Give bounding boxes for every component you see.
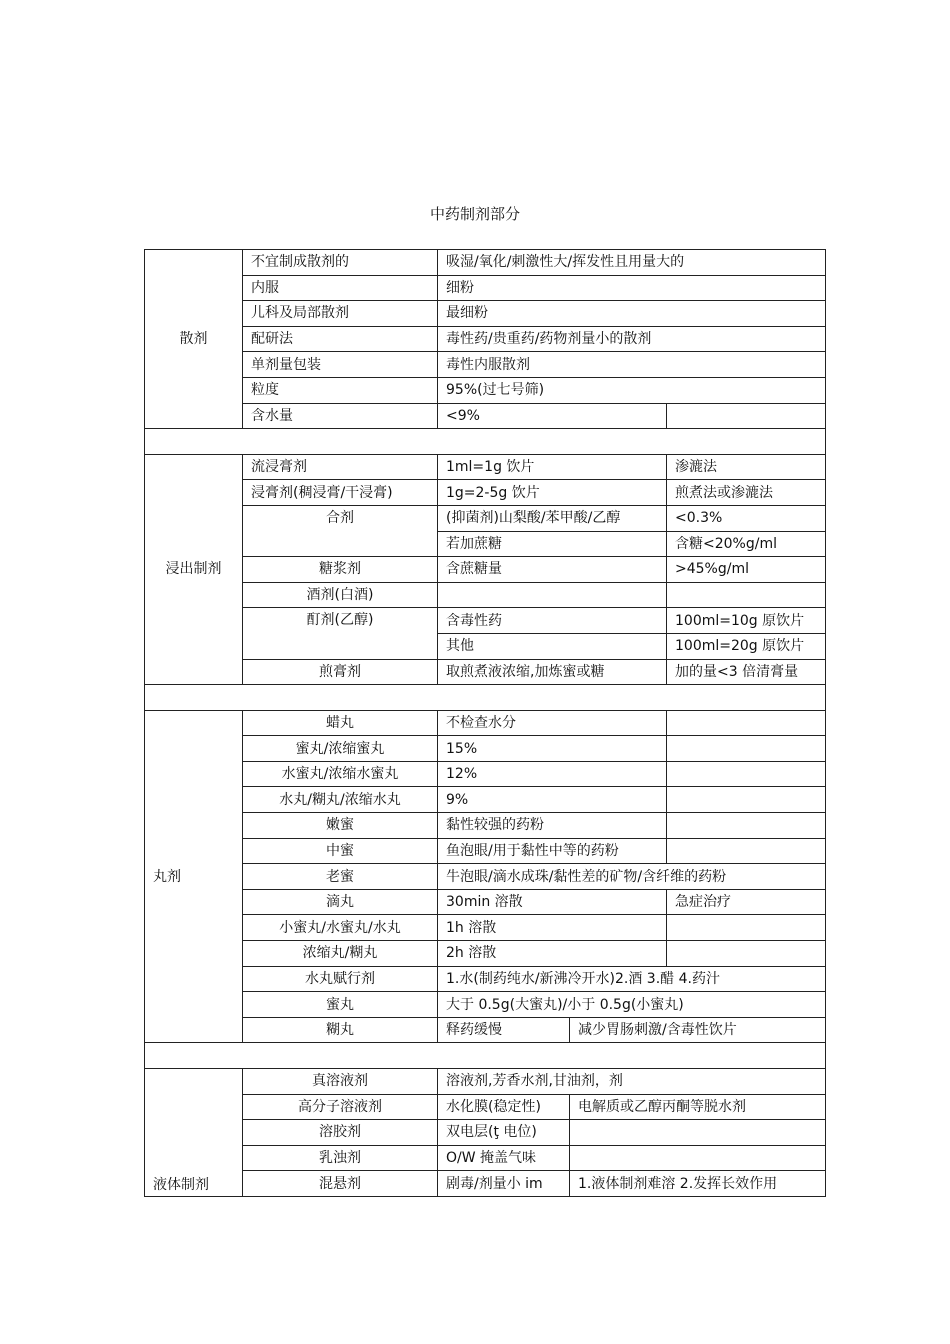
table-row	[145, 889, 826, 915]
table-row	[145, 454, 826, 480]
note-cell	[667, 915, 826, 941]
table-row	[145, 377, 826, 403]
table-row	[145, 966, 826, 992]
value-cell: <9%	[438, 403, 667, 429]
note-cell: 加的量<3 倍清膏量	[667, 659, 826, 685]
table-row	[145, 659, 826, 685]
category-cell: 散剂	[145, 250, 243, 429]
note-cell	[570, 1120, 826, 1146]
value-cell: 吸湿/氧化/刺激性大/挥发性且用量大的	[438, 250, 826, 276]
item-cell: 含水量	[243, 403, 438, 429]
item-cell: 内服	[243, 275, 438, 301]
item-cell: 酒剂(白酒)	[243, 582, 438, 608]
item-cell: 中蜜	[243, 838, 438, 864]
table-row	[145, 1094, 826, 1120]
table-row	[145, 250, 826, 276]
item-cell: 老蜜	[243, 864, 438, 890]
page-title: 中药制剂部分	[429, 205, 520, 223]
item-cell: 粒度	[243, 377, 438, 403]
note-cell: 电解质或乙醇丙酮等脱水剂	[570, 1094, 826, 1120]
note-cell	[570, 1145, 826, 1171]
table-row	[145, 915, 826, 941]
table-row	[145, 787, 826, 813]
item-cell: 合剂	[243, 505, 438, 556]
item-cell: 酊剂(乙醇)	[243, 608, 438, 659]
table-row	[145, 1171, 826, 1197]
item-cell: 蜜丸/浓缩蜜丸	[243, 736, 438, 762]
note-cell: 100ml=20g 原饮片	[667, 633, 826, 659]
note-cell	[667, 403, 826, 429]
note-cell: 煎煮法或渗漉法	[667, 480, 826, 506]
item-cell: 蜡丸	[243, 710, 438, 736]
value-cell: 黏性较强的药粉	[438, 813, 667, 839]
table-row	[145, 480, 826, 506]
spacer-row	[145, 429, 826, 455]
table-row	[145, 1069, 826, 1095]
item-cell: 配研法	[243, 326, 438, 352]
table-row	[145, 864, 826, 890]
item-cell: 流浸膏剂	[243, 454, 438, 480]
table-row	[145, 608, 826, 634]
item-cell: 单剂量包装	[243, 352, 438, 378]
note-cell	[667, 761, 826, 787]
spacer-row	[145, 1043, 826, 1069]
value-cell: 鱼泡眼/用于黏性中等的药粉	[438, 838, 667, 864]
value-cell: 15%	[438, 736, 667, 762]
note-cell	[667, 736, 826, 762]
table-row	[145, 1120, 826, 1146]
value-cell: 取煎煮液浓缩,加炼蜜或糖	[438, 659, 667, 685]
note-cell	[667, 710, 826, 736]
value-cell: 9%	[438, 787, 667, 813]
item-cell: 煎膏剂	[243, 659, 438, 685]
value-cell: 剧毒/剂量小 im	[438, 1171, 570, 1197]
value-cell: 含蔗糖量	[438, 557, 667, 583]
table-row	[145, 941, 826, 967]
value-cell: 溶液剂,芳香水剂,甘油剂，剂	[438, 1069, 826, 1095]
value-cell: 95%(过七号筛)	[438, 377, 826, 403]
item-cell: 水丸/糊丸/浓缩水丸	[243, 787, 438, 813]
table-row	[145, 505, 826, 531]
note-cell	[667, 838, 826, 864]
value-cell: 30min 溶散	[438, 889, 667, 915]
item-cell: 滴丸	[243, 889, 438, 915]
note-cell: 急症治疗	[667, 889, 826, 915]
value-cell: 毒性药/贵重药/药物剂量小的散剂	[438, 326, 826, 352]
item-cell: 糊丸	[243, 1017, 438, 1043]
spacer-cell	[145, 429, 826, 455]
value-cell: 1h 溶散	[438, 915, 667, 941]
value-cell: 不检查水分	[438, 710, 667, 736]
item-cell: 蜜丸	[243, 992, 438, 1018]
note-cell: >45%g/ml	[667, 557, 826, 583]
table-row	[145, 352, 826, 378]
value-cell: 最细粉	[438, 301, 826, 327]
value-cell: 大于 0.5g(大蜜丸)/小于 0.5g(小蜜丸)	[438, 992, 826, 1018]
item-cell: 浓缩丸/糊丸	[243, 941, 438, 967]
table-row	[145, 761, 826, 787]
value-cell: 2h 溶散	[438, 941, 667, 967]
note-cell	[667, 941, 826, 967]
value-cell: 若加蔗糖	[438, 531, 667, 557]
item-cell: 嫩蜜	[243, 813, 438, 839]
table-row	[145, 557, 826, 583]
note-cell: 1.液体制剂难溶 2.发挥长效作用	[570, 1171, 826, 1197]
table-row	[145, 275, 826, 301]
table-row	[145, 582, 826, 608]
table-row	[145, 403, 826, 429]
value-cell: 毒性内服散剂	[438, 352, 826, 378]
preparation-table	[144, 249, 826, 1197]
table-row	[145, 301, 826, 327]
item-cell: 真溶液剂	[243, 1069, 438, 1095]
note-cell: 含糖<20%g/ml	[667, 531, 826, 557]
value-cell: 含毒性药	[438, 608, 667, 634]
table-row	[145, 838, 826, 864]
table-row	[145, 710, 826, 736]
value-cell: (抑菌剂)山梨酸/苯甲酸/乙醇	[438, 505, 667, 531]
table-row	[145, 813, 826, 839]
item-cell: 不宜制成散剂的	[243, 250, 438, 276]
item-cell: 混悬剂	[243, 1171, 438, 1197]
category-cell: 液体制剂	[145, 1069, 243, 1197]
item-cell: 糖浆剂	[243, 557, 438, 583]
table-row	[145, 1017, 826, 1043]
value-cell: 释药缓慢	[438, 1017, 570, 1043]
value-cell: 12%	[438, 761, 667, 787]
value-cell: 牛泡眼/滴水成珠/黏性差的矿物/含纤维的药粉	[438, 864, 826, 890]
value-cell	[438, 582, 667, 608]
item-cell: 溶胶剂	[243, 1120, 438, 1146]
category-cell: 丸剂	[145, 710, 243, 1043]
item-cell: 高分子溶液剂	[243, 1094, 438, 1120]
spacer-cell	[145, 685, 826, 711]
note-cell	[667, 787, 826, 813]
table-row	[145, 326, 826, 352]
note-cell	[667, 813, 826, 839]
value-cell: O/W 掩盖气味	[438, 1145, 570, 1171]
item-cell: 小蜜丸/水蜜丸/水丸	[243, 915, 438, 941]
value-cell: 1.水(制药纯水/新沸冷开水)2.酒 3.醋 4.药汁	[438, 966, 826, 992]
value-cell: 其他	[438, 633, 667, 659]
item-cell: 水蜜丸/浓缩水蜜丸	[243, 761, 438, 787]
value-cell: 水化膜(稳定性)	[438, 1094, 570, 1120]
item-cell: 儿科及局部散剂	[243, 301, 438, 327]
category-cell: 浸出制剂	[145, 454, 243, 684]
value-cell: 双电层(ţ 电位)	[438, 1120, 570, 1146]
table-row	[145, 992, 826, 1018]
note-cell: <0.3%	[667, 505, 826, 531]
table-row	[145, 736, 826, 762]
value-cell: 1g=2-5g 饮片	[438, 480, 667, 506]
note-cell	[667, 582, 826, 608]
item-cell: 浸膏剂(稠浸膏/干浸膏)	[243, 480, 438, 506]
note-cell: 100ml=10g 原饮片	[667, 608, 826, 634]
note-cell: 减少胃肠刺激/含毒性饮片	[570, 1017, 826, 1043]
spacer-row	[145, 685, 826, 711]
spacer-cell	[145, 1043, 826, 1069]
note-cell: 渗漉法	[667, 454, 826, 480]
item-cell: 水丸赋行剂	[243, 966, 438, 992]
item-cell: 乳浊剂	[243, 1145, 438, 1171]
value-cell: 细粉	[438, 275, 826, 301]
table-row	[145, 1145, 826, 1171]
value-cell: 1ml=1g 饮片	[438, 454, 667, 480]
